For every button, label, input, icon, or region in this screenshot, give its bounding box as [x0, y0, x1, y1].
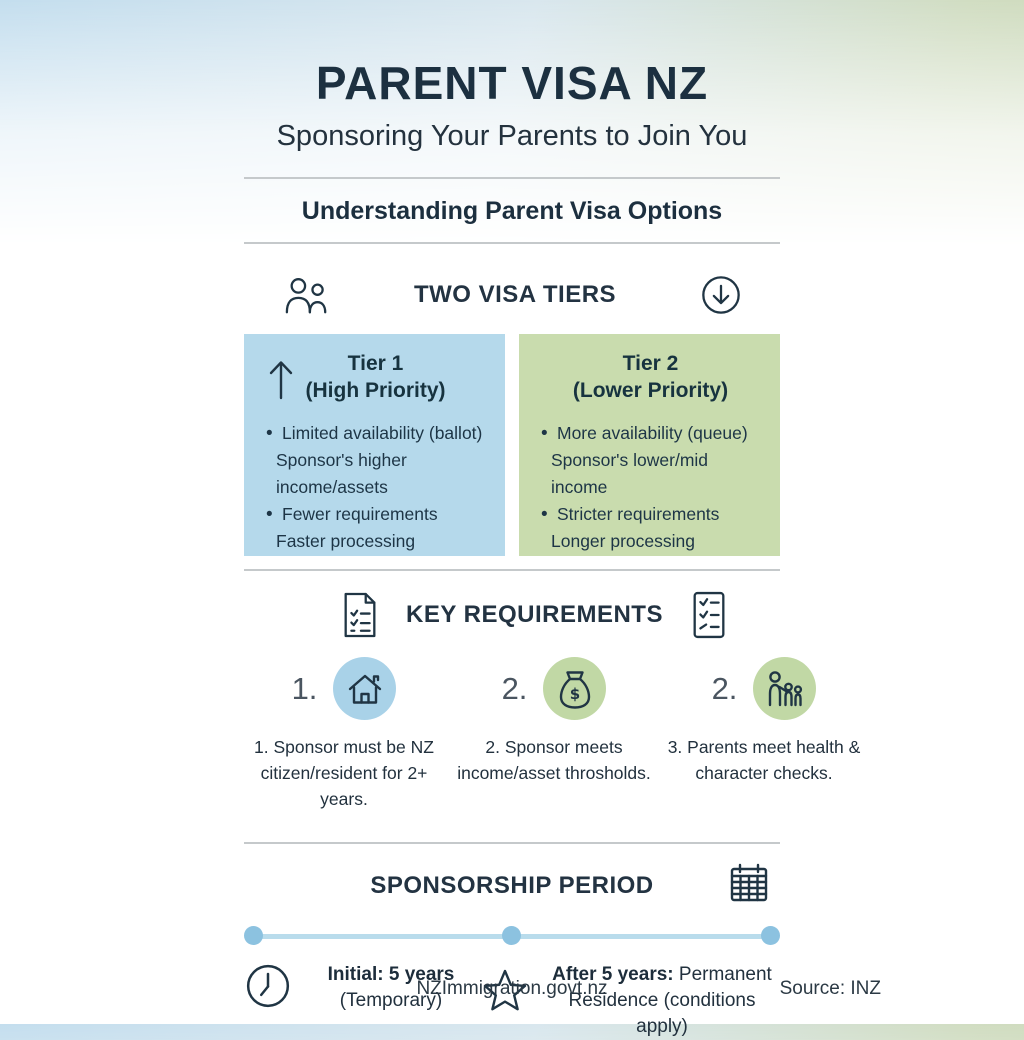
requirement-number: 2.	[711, 670, 738, 706]
list-item: Sponsor's lower/mid income	[551, 450, 709, 497]
requirement-number: 1.	[291, 670, 318, 706]
list-item: Faster processing	[276, 531, 416, 551]
tiers-heading: TWO VISA TIERS	[413, 281, 617, 308]
tier2-priority: (Lower Priority)	[572, 379, 729, 402]
timeline-dot	[761, 926, 780, 945]
footer	[0, 978, 1024, 1004]
list-item: Longer processing	[551, 531, 695, 551]
tier1-card	[244, 334, 505, 556]
requirement-1-text: 1. Sponsor must be NZ citizen/resident for 2+ years.	[254, 737, 434, 809]
milestone-rest: Permanent Residence (conditions apply)	[568, 964, 772, 1037]
milestone-rest: (Temporary)	[339, 990, 443, 1011]
footer-source: Source: INZ	[779, 978, 881, 999]
family-icon	[753, 657, 816, 720]
list-item: • Stricter requirements	[533, 501, 768, 528]
divider	[244, 569, 780, 571]
milestone-bold: Initial: 5 years	[327, 964, 455, 985]
requirement-texts-row	[244, 734, 864, 812]
requirement-icons-row	[244, 657, 864, 720]
tiers-header	[244, 266, 780, 324]
circle-down-arrow-icon	[700, 274, 742, 316]
house-icon	[333, 657, 396, 720]
requirement-2	[454, 657, 654, 720]
money-bag-icon	[543, 657, 606, 720]
options-heading: Understanding Parent Visa Options	[301, 197, 723, 225]
requirements-heading: KEY REQUIREMENTS	[406, 601, 663, 628]
timeline-dot	[502, 926, 521, 945]
people-icon	[284, 275, 330, 315]
milestone-bold: After 5 years:	[552, 964, 674, 985]
divider	[244, 177, 780, 179]
requirement-3-text: 3. Parents meet health & character checks.	[667, 737, 861, 783]
tier1-list	[258, 420, 493, 555]
requirements-header	[244, 587, 780, 643]
requirement-1	[244, 657, 444, 720]
requirement-number: 2.	[501, 670, 528, 706]
page-title: PARENT VISA NZ	[315, 57, 709, 109]
list-item: • More availability (queue)	[533, 420, 768, 447]
tier1-priority: (High Priority)	[305, 379, 446, 402]
divider	[244, 842, 780, 844]
svg-text:$: $	[569, 684, 581, 703]
list-item: • Limited availability (ballot)	[258, 420, 493, 447]
list-item: • Fewer requirements	[258, 501, 493, 528]
requirement-2-text: 2. Sponsor meets income/asset throsholds.	[457, 737, 651, 783]
sponsorship-timeline	[244, 926, 780, 946]
tier1-name: Tier 1	[347, 352, 404, 375]
document-checklist-icon	[339, 590, 381, 640]
tier2-name: Tier 2	[622, 352, 679, 375]
tier-cards	[244, 334, 780, 556]
divider	[244, 242, 780, 244]
page-subtitle: Sponsoring Your Parents to Join You	[276, 120, 748, 152]
up-arrow-icon	[264, 356, 298, 400]
calendar-icon	[728, 862, 770, 904]
list-item: Sponsor's higher income/assets	[276, 450, 407, 497]
sponsorship-heading: SPONSORSHIP PERIOD	[370, 872, 654, 899]
sponsorship-header	[244, 860, 780, 912]
tier2-title	[533, 350, 768, 404]
clipboard-checklist-icon	[688, 590, 730, 640]
footer-website: NZImmigration.govt.nz	[416, 978, 608, 999]
tier2-card	[519, 334, 780, 556]
requirement-3	[664, 657, 864, 720]
timeline-dot	[244, 926, 263, 945]
tier2-list	[533, 420, 768, 555]
